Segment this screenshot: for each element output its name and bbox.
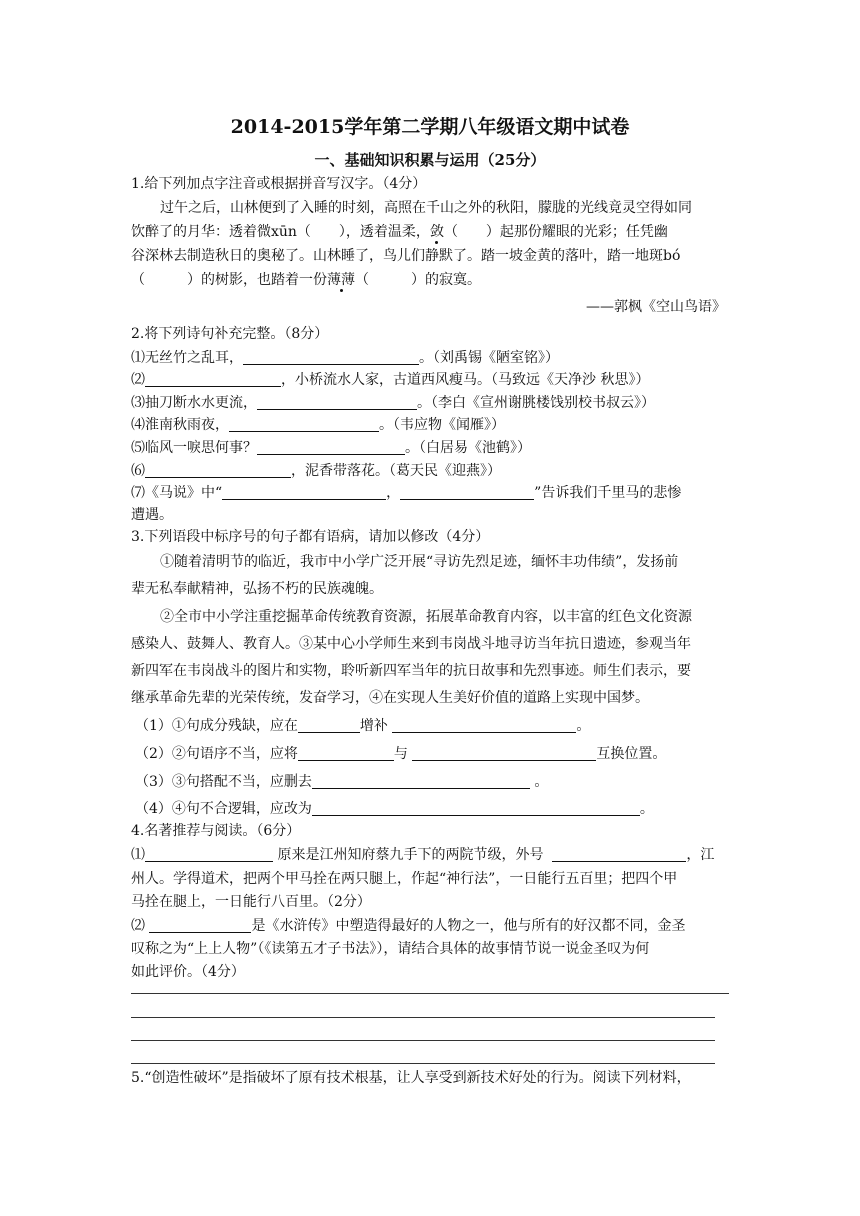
q3-passage-line: ①随着清明节的临近，我市中小学广泛开展“寻访先烈足迹，缅怀丰功伟绩”，发扬前 — [160, 554, 679, 570]
answer-blank[interactable] — [145, 463, 291, 478]
q4-text: 原来是江州知府蔡九手下的两院节级，外号 — [277, 847, 544, 863]
q2-text: ⑹ — [131, 463, 145, 479]
exam-title: 2014-2015学年第二学期八年级语文期中试卷 — [230, 116, 630, 138]
dotted-char: 敛 — [429, 224, 444, 240]
q2-text: 。（白居易《池鹤》） — [405, 440, 531, 456]
q2-text: 。（刘禹锡《陋室铭》） — [419, 350, 559, 366]
answer-blank[interactable] — [222, 485, 386, 500]
answer-blank[interactable] — [312, 801, 640, 816]
answer-blank[interactable] — [257, 440, 405, 455]
q1-passage-line — [131, 271, 481, 289]
q3-passage-line: 继承革命先辈的光荣传统，发奋学习，④在实现人生美好价值的道路上实现中国梦。 — [131, 690, 649, 706]
q2-line: 遭遇。 — [131, 507, 173, 523]
q2-line — [131, 416, 505, 434]
q4-line — [131, 846, 714, 864]
q5-line: 5.“创造性破坏”是指破坏了原有技术根基，让人享受到新技术好处的行为。阅读下列材料， — [131, 1070, 691, 1086]
answer-rule[interactable] — [131, 1017, 715, 1018]
q3-answer-line — [135, 800, 654, 818]
q3-passage-line: 新四军在韦岗战斗的图片和实物，聆听新四军当年的抗日故事和先烈事迹。师生们表示，要 — [131, 663, 691, 679]
answer-blank[interactable] — [298, 746, 394, 761]
q3-text: 与 — [393, 746, 408, 762]
answer-blank[interactable] — [412, 746, 596, 761]
q4-line: 叹称之为“上上人物”（《读第五才子书法》），请结合具体的故事情节说一说金圣叹为何 — [131, 941, 650, 957]
q4-text: ⑵ — [131, 918, 145, 934]
q2-line — [131, 462, 501, 480]
q2-line — [131, 484, 681, 502]
answer-blank[interactable] — [298, 718, 360, 733]
answer-blank[interactable] — [257, 395, 417, 410]
q2-text: ⑶抽刀断水水更流， — [131, 395, 257, 411]
q1-passage-line: 过午之后，山林便到了入睡的时刻，高照在千山之外的秋阳，朦胧的光线竟灵空得如同 — [160, 200, 692, 216]
answer-blank[interactable] — [145, 372, 281, 387]
q1-passage-line — [131, 223, 668, 241]
q2-text: ⑸临风一唳思何事？ — [131, 440, 257, 456]
q2-line — [131, 394, 655, 412]
answer-rule[interactable] — [131, 1040, 715, 1041]
answer-rule[interactable] — [131, 1063, 715, 1064]
q3-text: （4）④句不合逻辑，应改为 — [135, 801, 312, 817]
q4-line: 如此评价。（4分） — [131, 964, 245, 980]
answer-blank[interactable] — [552, 847, 686, 862]
q4-text: ，江 — [686, 847, 715, 863]
answer-blank[interactable] — [243, 350, 419, 365]
answer-blank[interactable] — [145, 847, 273, 862]
q3-text: （2）②句语序不当，应将 — [135, 746, 298, 762]
q2-text: ⑷淮南秋雨夜， — [131, 417, 229, 433]
q1-passage-text: （ ）的寂寞。 — [355, 272, 481, 288]
q3-text: 。 — [576, 718, 591, 734]
q2-line — [131, 439, 531, 457]
answer-rule[interactable] — [131, 993, 729, 994]
q4-line — [131, 917, 685, 935]
q3-heading: 3.下列语段中标序号的句子都有语病，请加以修改（4分） — [131, 529, 490, 545]
q2-text: 。（韦应物《闻雁》） — [379, 417, 505, 433]
q2-text: ⑺《马说》中“ — [131, 485, 223, 501]
q1-heading: 1.给下列加点字注音或根据拼音写汉字。（4分） — [131, 176, 427, 192]
q2-text: 。（李白《宣州谢朓楼饯别校书叔云》） — [417, 395, 655, 411]
q3-text: 。 — [639, 801, 654, 817]
q3-text: （3）③句搭配不当，应删去 — [135, 774, 312, 790]
answer-blank[interactable] — [312, 774, 530, 789]
q1-passage-text: （ ）起那份耀眼的光彩；任凭幽 — [443, 224, 668, 240]
q4-text: ⑴ — [131, 847, 145, 863]
q3-text: （1）①句成分残缺，应在 — [135, 718, 298, 734]
q2-line — [131, 349, 559, 367]
q1-source: ——郭枫《空山鸟语》 — [586, 299, 726, 315]
q3-text: 增补 — [359, 718, 388, 734]
q3-answer-line — [135, 773, 548, 791]
answer-blank[interactable] — [229, 417, 379, 432]
q3-answer-line — [135, 717, 590, 735]
q2-line — [131, 371, 649, 389]
q4-line: 州人。学得道术，把两个甲马拴在两只腿上，作起“神行法”，一日能行五百里；把四个甲 — [131, 871, 678, 887]
q3-passage-line: 辈无私奉献精神，弘扬不朽的民族魂魄。 — [131, 581, 383, 597]
q4-text: 是《水浒传》中塑造得最好的人物之一，他与所有的好汉都不同，金圣 — [251, 918, 686, 934]
q2-text: ⑴无丝竹之乱耳， — [131, 350, 243, 366]
q2-heading: 2.将下列诗句补充完整。（8分） — [131, 326, 329, 342]
q3-passage-line: ②全市中小学注重挖掘革命传统教育资源，拓展革命教育内容，以丰富的红色文化资源 — [160, 609, 692, 625]
q1-passage-text: 饮醉了的月华：透着微xūn（ ），透着温柔， — [131, 224, 430, 240]
q3-text: 互换位置。 — [596, 746, 667, 762]
q1-passage-line: 谷深林去制造秋日的奥秘了。山林睡了，鸟儿们静默了。踏一坡金黄的落叶，踏一地斑bó — [131, 248, 681, 264]
answer-blank[interactable] — [400, 485, 534, 500]
q2-text: ， — [386, 485, 401, 501]
q1-passage-text: （ ）的树影，也踏着一份 — [131, 272, 327, 288]
q3-answer-line — [135, 745, 666, 763]
q2-text: ，泥香带落花。（葛天民《迎燕》） — [291, 463, 501, 479]
q4-line: 马拴在腿上，一日能行八百里。（2分） — [131, 894, 371, 910]
q3-passage-line: 感染人、鼓舞人、教育人。③某中心小学师生来到韦岗战斗地寻访当年抗日遗迹，参观当年 — [131, 636, 691, 652]
answer-blank[interactable] — [392, 718, 576, 733]
q2-text: ”告诉我们千里马的悲惨 — [534, 485, 682, 501]
q4-heading: 4.名著推荐与阅读。（6分） — [131, 823, 301, 839]
dotted-chars: 薄薄 — [327, 272, 355, 288]
q2-text: ，小桥流水人家，古道西风瘦马。（马致远《天净沙 秋思》） — [281, 372, 650, 388]
answer-blank[interactable] — [149, 918, 251, 933]
q2-text: ⑵ — [131, 372, 145, 388]
q3-text: 。 — [534, 774, 549, 790]
section-heading: 一、基础知识积累与运用（25分） — [314, 151, 546, 169]
